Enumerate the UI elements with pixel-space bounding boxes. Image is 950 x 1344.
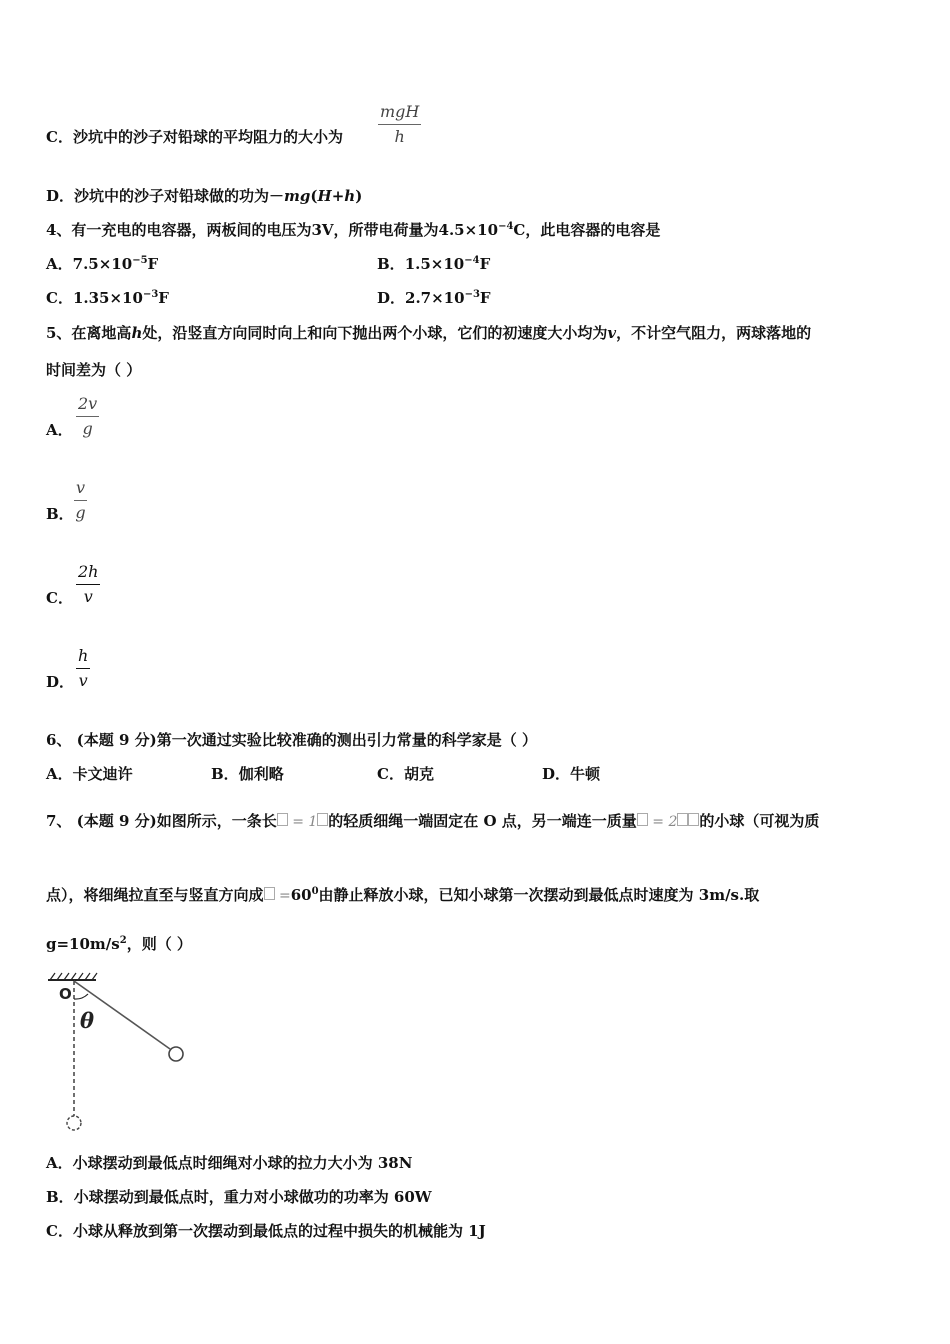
fraction-numerator: 2v xyxy=(76,394,99,417)
q5-stem-text: 处，沿竖直方向同时向上和向下抛出两个小球，它们的初速度大小均为 xyxy=(142,324,608,342)
option-label: D． xyxy=(377,289,406,307)
q7-stem-line1 xyxy=(46,811,819,832)
option-exponent: −5 xyxy=(132,255,148,266)
q3-option-c-label: C． xyxy=(46,128,73,146)
q4-stem-exponent: −4 xyxy=(498,221,514,232)
fraction-numerator: v xyxy=(74,478,87,501)
q5-option-c-fraction xyxy=(76,562,100,607)
q3-option-c xyxy=(46,127,343,147)
q7-stem-text: 的轻质细绳一端固定在 O 点，另一端连一质量 xyxy=(328,812,637,830)
option-text: 小球从释放到第一次摆动到最低点的过程中损失的机械能为 1J xyxy=(72,1222,486,1240)
q7-angle-value: 60 xyxy=(290,886,312,904)
q7-stem-line2 xyxy=(46,885,759,906)
q7-g-exponent: 2 xyxy=(119,935,127,946)
option-label: B． xyxy=(377,255,405,273)
q6-stem: 6、 (本题 9 分)第一次通过实验比较准确的测出引力常量的科学家是（ ） xyxy=(46,731,537,749)
q5-option-c-label: C． xyxy=(46,589,73,607)
missing-glyph-icon xyxy=(677,813,688,826)
q5-stem-line2: 时间差为（ ） xyxy=(46,361,142,379)
q6-option-c xyxy=(377,764,434,784)
option-exponent: −4 xyxy=(464,255,480,266)
q5-option-a-label: A． xyxy=(46,421,73,439)
option-exponent: −3 xyxy=(142,289,159,300)
ball-lowest-position xyxy=(67,1116,81,1130)
q7-length-eq: = 1 xyxy=(287,814,318,830)
option-unit: F xyxy=(479,255,491,273)
option-label: D． xyxy=(542,765,571,783)
angle-arc xyxy=(74,994,88,999)
fraction-denominator: v xyxy=(78,671,88,690)
option-text: 伽利略 xyxy=(238,765,284,783)
fraction-numerator: mgH xyxy=(378,102,421,125)
q4-stem xyxy=(46,220,660,240)
missing-glyph-icon xyxy=(264,887,275,900)
q5-option-b-fraction xyxy=(74,478,87,523)
q5-option-b-label: B． xyxy=(46,505,74,523)
q7-stem-text: 7、 (本题 9 分)如图所示，一条长 xyxy=(46,812,277,830)
fraction-denominator: v xyxy=(83,587,93,606)
q7-stem-text: 的小球（可视为质 xyxy=(699,812,820,830)
q3-option-d-h: h xyxy=(344,187,356,205)
fraction-denominator: g xyxy=(82,419,93,438)
fraction-numerator: h xyxy=(76,646,90,669)
fraction-denominator: h xyxy=(394,127,405,146)
q7-stem-text: g=10m/s xyxy=(46,935,120,953)
q5-stem-h: h xyxy=(131,324,143,342)
q7-stem-line3 xyxy=(46,934,192,954)
q4-stem-text: 4、有一充电的电容器，两板间的电压为3V，所带电荷量为4.5×10 xyxy=(46,221,499,239)
option-value: 2.7×10 xyxy=(405,289,465,307)
option-value: 1.5×10 xyxy=(404,255,465,273)
option-text: 小球摆动到最低点时，重力对小球做功的功率为 60W xyxy=(73,1188,432,1206)
q7-option-b xyxy=(46,1187,432,1207)
q6-option-b xyxy=(211,764,284,784)
paren: ( xyxy=(310,187,318,205)
q7-angle-eq: = xyxy=(274,888,291,904)
q4-stem-text-end: C，此电容器的电容是 xyxy=(513,221,661,239)
option-label: C． xyxy=(377,765,404,783)
paren: ) xyxy=(355,187,363,205)
option-label: A． xyxy=(46,1154,73,1172)
option-exponent: −3 xyxy=(464,289,480,300)
missing-glyph-icon xyxy=(317,813,328,826)
q4-option-b xyxy=(377,254,490,274)
q5-option-d-label: D． xyxy=(46,673,75,691)
ball xyxy=(169,1047,183,1061)
option-text: 胡克 xyxy=(403,765,434,783)
fraction-numerator: 2h xyxy=(76,562,100,585)
q4-option-c xyxy=(46,288,169,308)
q7-stem-text: 由静止释放小球，已知小球第一次摆动到最低点时速度为 3m/s.取 xyxy=(318,886,760,904)
q5-option-d-fraction xyxy=(76,646,90,691)
fraction-denominator: g xyxy=(75,503,86,522)
q3-option-d-text: 沙坑中的沙子对铅球做的功为－ xyxy=(74,187,285,205)
q3-option-c-text: 沙坑中的沙子对铅球的平均阻力的大小为 xyxy=(72,128,343,146)
q3-option-c-fraction xyxy=(378,102,421,147)
q3-option-d-mg: mg xyxy=(284,187,311,205)
q7-stem-text: ，则（ ） xyxy=(126,935,192,953)
missing-glyph-icon xyxy=(637,813,648,826)
option-label: C． xyxy=(46,1222,73,1240)
option-label: A． xyxy=(46,255,73,273)
q7-option-a xyxy=(46,1153,412,1173)
option-unit: F xyxy=(479,289,491,307)
option-value: 7.5×10 xyxy=(72,255,133,273)
q5-stem-line1 xyxy=(46,323,811,343)
missing-glyph-icon xyxy=(277,813,288,826)
option-text: 小球摆动到最低点时细绳对小球的拉力大小为 38N xyxy=(72,1154,413,1172)
q5-stem-text: 5、在离地高 xyxy=(46,324,132,342)
q7-option-c xyxy=(46,1221,486,1241)
option-label: B． xyxy=(46,1188,74,1206)
pivot-label: O xyxy=(59,985,72,1003)
q3-option-d xyxy=(46,186,362,206)
q3-option-d-H: H xyxy=(317,187,332,205)
pendulum-diagram xyxy=(40,966,200,1138)
plus: + xyxy=(331,187,345,205)
q5-option-a-fraction xyxy=(76,394,99,439)
option-value: 1.35×10 xyxy=(72,289,143,307)
angle-label: θ xyxy=(80,1008,95,1033)
option-label: A． xyxy=(46,765,73,783)
option-unit: F xyxy=(158,289,169,307)
q5-stem-text: ，不计空气阻力，两球落地的 xyxy=(616,324,812,342)
option-unit: F xyxy=(147,255,159,273)
q7-angle-degree: 0 xyxy=(311,886,319,897)
q4-option-d xyxy=(377,288,491,308)
q3-option-d-label: D． xyxy=(46,187,75,205)
q4-option-a xyxy=(46,254,158,274)
option-label: C． xyxy=(46,289,73,307)
q5-stem-v: v xyxy=(607,324,617,342)
q6-option-d xyxy=(542,764,600,784)
missing-glyph-icon xyxy=(688,813,699,826)
q6-option-a xyxy=(46,764,133,784)
option-text: 牛顿 xyxy=(570,765,601,783)
option-label: B． xyxy=(211,765,239,783)
ceiling-hatch xyxy=(48,973,97,980)
option-text: 卡文迪许 xyxy=(72,765,133,783)
q7-mass-eq: = 2 xyxy=(647,814,678,830)
q7-stem-text: 点），将细绳拉直至与竖直方向成 xyxy=(46,886,264,904)
